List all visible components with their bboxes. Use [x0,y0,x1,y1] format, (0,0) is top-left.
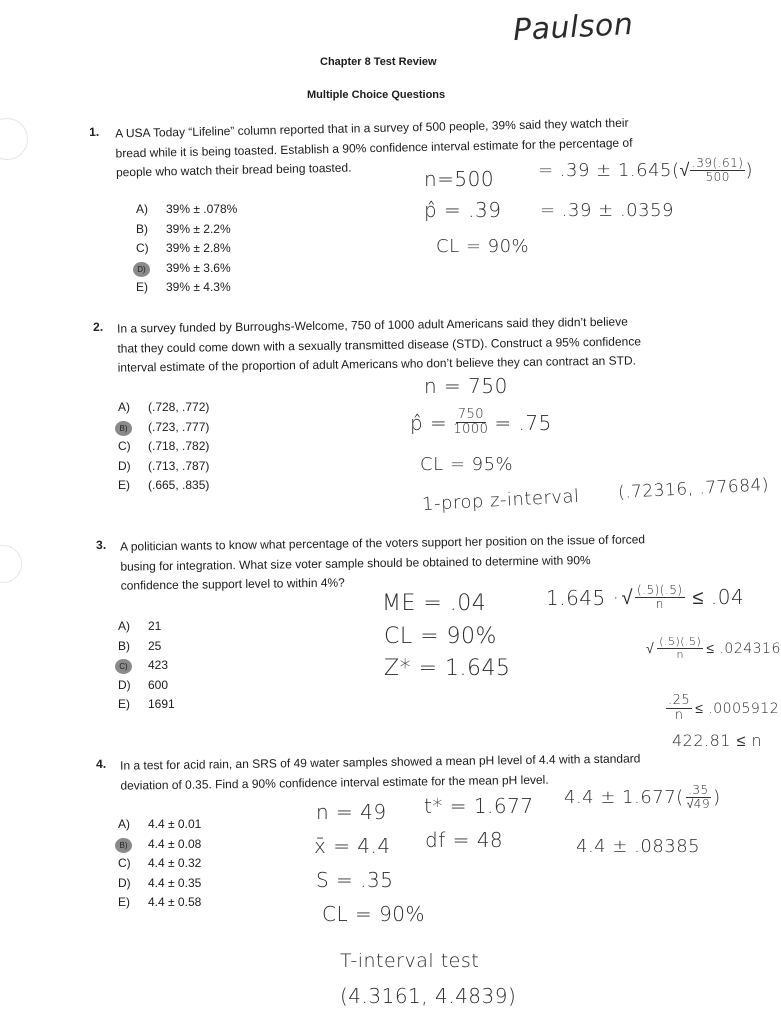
work-confidence-level: CL = 90% [436,236,530,257]
option-text: 39% ± 4.3% [166,280,231,294]
equation-denominator: 500 [705,170,730,185]
scan-hole-mark [0,545,22,583]
work-test-name: 1-prop z-interval [421,485,581,516]
option-text: 4.4 ± 0.58 [148,895,202,909]
option-letter: A) [118,619,130,633]
question-2 [93,312,674,379]
work-confidence-level: CL = 90% [322,902,426,926]
equation-part: = .39 ± 1.645( [538,160,680,182]
question-number: 3. [96,537,107,552]
option-c-selected[interactable] [118,656,175,676]
option-a[interactable] [118,398,209,418]
option-text: 39% ± 2.8% [166,241,231,255]
option-b[interactable] [118,637,175,657]
option-text: 600 [148,677,169,692]
option-text: (.728, .772) [148,400,210,414]
question-number: 4. [96,756,107,771]
option-d[interactable] [118,676,175,696]
work-equation-3 [666,694,779,724]
work-equation-2: √ $\frac{(.5)(.5)}{n}$ ≤ .024316 [646,635,781,662]
option-letter: A) [136,202,148,216]
option-letter: D) [118,458,131,473]
option-text: (.713, .787) [148,458,210,473]
equation-denominator: n [655,597,664,612]
work-n: n = 750 [424,374,508,398]
selected-answer-mark: B) [115,421,132,436]
equation-numerator: .39(.61) [691,156,744,170]
equation-part: ≤ .04 [692,585,745,610]
equation-denominator: √49 [686,797,711,812]
work-confidence-level: CL = 90% [384,624,497,649]
equation-numerator: (.5)(.5) [636,583,683,597]
question-text [120,749,641,795]
section-subtitle: Multiple Choice Questions [307,89,446,101]
equation-numerator: 750 [457,407,485,422]
equation-numerator: .35 [688,783,709,797]
work-equation-2: = .39 ± .0359 [540,200,674,221]
work-s: S = .35 [316,868,394,892]
equation-part: = .75 [494,410,552,435]
work-equation-1 [564,784,721,811]
equation-numerator: .25 [668,693,691,708]
option-text: (.665, .835) [148,478,210,492]
question-text-line: A politician wants to know what percentage of the voters support her position on the issue of forced [120,532,646,554]
option-text: 25 [148,638,162,653]
option-a[interactable] [136,200,237,220]
handwritten-signature: Paulson [512,6,635,49]
question-number: 1. [89,124,100,139]
selected-answer-mark: C) [115,659,132,674]
option-letter: C) [118,856,131,870]
question-number: 2. [93,319,104,334]
option-letter: D) [118,677,131,692]
question-text-line: interval estimate of the proportion of adult Americans who don’t believe they can contract an STD. [117,353,636,375]
selected-answer-mark: D) [133,262,150,277]
option-letter: B) [136,221,148,236]
option-text: 4.4 ± 0.08 [148,836,202,851]
question-text-line: A USA Today “Lifeline” column reported that in a survey of 500 people, 39% said they watch their [115,115,629,141]
work-p-hat: p̂ = .39 [424,198,502,222]
option-d[interactable] [118,457,209,477]
option-d[interactable] [118,874,201,894]
option-text: (.723, .777) [148,419,210,434]
equation-part: 1.645 · [546,585,620,610]
question-text [117,312,641,378]
option-c[interactable] [118,854,201,874]
equation-denominator: 1000 [453,422,489,438]
question-text-line: In a survey funded by Burroughs-Welcome, 750 of 1000 adult Americans said they didn’t believe [117,314,628,336]
equation-numerator: (.5)(.5) [659,635,702,648]
work-interval-result: (.72316, .77684) [617,475,770,503]
equation-part: ) [713,787,721,809]
option-e[interactable] [136,278,237,298]
option-letter: E) [136,280,148,294]
option-letter: A) [118,817,130,831]
option-letter: B) [118,638,130,653]
equation-denominator: n [674,708,684,724]
work-n: n=500 [424,167,495,191]
option-c[interactable] [136,239,237,259]
work-n: n = 49 [316,800,387,824]
option-e[interactable] [118,476,209,496]
work-p-hat [410,408,552,438]
option-letter: C) [118,439,131,453]
option-letter: C) [136,241,149,255]
work-margin-of-error: ME = .04 [382,591,487,616]
option-b-selected[interactable] [118,835,201,855]
work-x-bar: x̄ = 4.4 [314,834,391,858]
work-confidence-level: CL = 95% [420,454,514,475]
option-letter: E) [118,478,130,492]
scan-hole-mark [0,118,28,160]
option-text: 4.4 ± 0.01 [148,817,202,831]
work-equation-1: 1.645 · √ $\frac{(.5)(.5)}{n}$ ≤ .04 [546,583,745,612]
option-text: 1691 [148,697,175,711]
question-text-line: bread while it is being toasted. Establish a 90% confidence interval estimate for the percentage of [115,135,633,160]
selected-answer-mark: B) [115,838,132,853]
option-b-selected[interactable] [118,418,209,438]
option-letter: E) [118,697,130,711]
option-e[interactable] [118,893,201,913]
option-text: 21 [148,619,162,633]
question-text-line: confidence the support level to within 4%? [120,575,345,593]
answer-options-4 [118,815,201,913]
option-letter: D) [118,875,131,890]
option-text: (.718, .782) [148,439,210,453]
option-letter: A) [118,400,130,414]
page-title: Chapter 8 Test Review [320,56,437,68]
question-text-line: deviation of 0.35. Find a 90% confidence interval estimate for the mean pH level. [120,772,549,793]
answer-options-3 [118,617,175,715]
option-letter: E) [118,895,130,909]
equation-part: ≤ .0005912 [695,701,780,718]
equation-part: ≤ .024316 [706,641,781,658]
option-a[interactable] [118,617,175,637]
question-text-line: that they could come down with a sexually transmitted disease (STD). Construct a 95% confidence [117,333,642,356]
work-degrees-of-freedom: df = 48 [425,828,504,852]
work-equation-2: 4.4 ± .08385 [576,836,701,857]
equation-denominator: n [676,648,684,662]
answer-options-1 [136,200,237,298]
option-d-selected[interactable] [136,259,237,279]
option-e[interactable] [118,695,175,715]
equation-part: 4.4 ± 1.677( [564,787,684,809]
work-t-star: t* = 1.677 [424,794,534,818]
work-test-name: T-interval test [340,950,480,972]
question-text-line: In a test for acid rain, an SRS of 49 water samples showed a mean pH level of 4.4 with a standard [120,751,641,773]
option-text: 4.4 ± 0.32 [148,856,202,870]
option-a[interactable] [118,815,201,835]
option-c[interactable] [118,437,209,457]
option-text: 4.4 ± 0.35 [148,875,202,890]
option-text: 39% ± 2.2% [166,221,231,236]
option-text: 423 [148,658,169,672]
work-interval-result: (4.3161, 4.4839) [340,984,517,1008]
equation-part: p̂ = [410,410,448,435]
work-sample-size-result: 422.81 ≤ n [672,731,763,750]
answer-options-2 [118,398,209,496]
option-b[interactable] [136,220,237,240]
question-text-line: people who watch their bread being toasted. [115,160,352,180]
work-equation-1: = .39 ± 1.645( √ $\frac{.39(.61)}{500}$ ) [538,156,753,185]
option-text: 39% ± 3.6% [166,260,231,275]
question-text-line: busing for integration. What size voter sample should be obtained to determine with 90% [120,552,591,574]
option-text: 39% ± .078% [166,202,238,216]
work-z-star: Z* = 1.645 [384,656,511,681]
